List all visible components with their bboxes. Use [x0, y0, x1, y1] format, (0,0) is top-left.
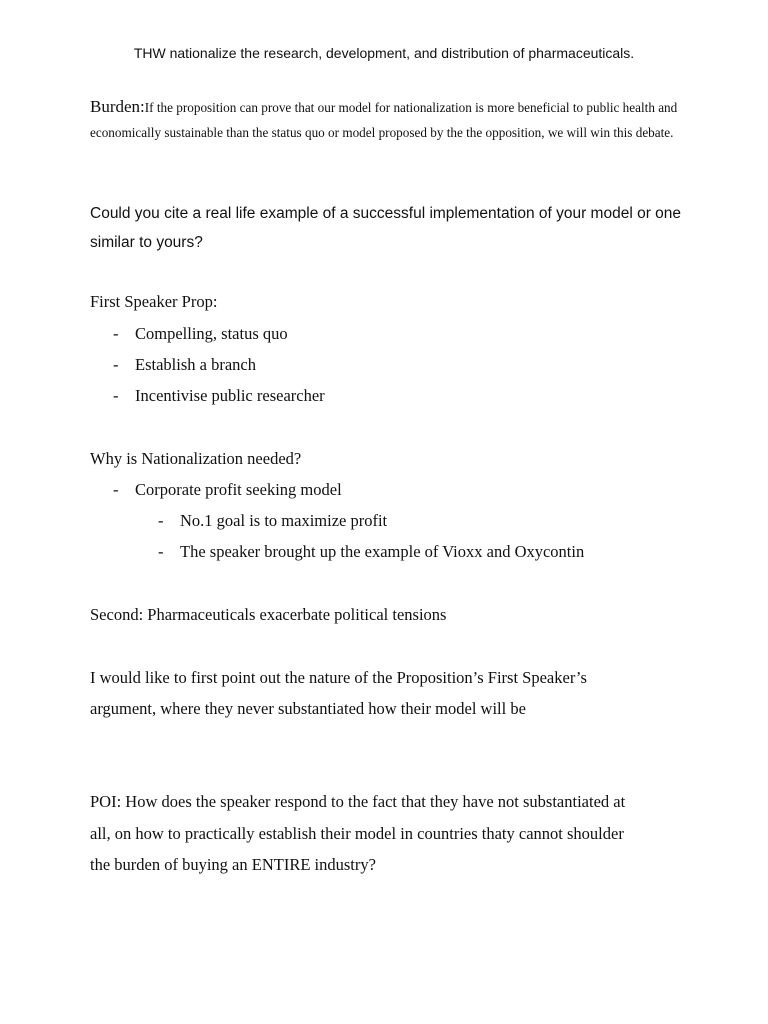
- nationalization-heading: Why is Nationalization needed?: [90, 449, 302, 468]
- list-item-text: Establish a branch: [135, 355, 256, 374]
- question-paragraph: Could you cite a real life example of a successful implementation of your model or one similar to yours?: [90, 205, 682, 251]
- bullet-dash: -: [113, 386, 119, 405]
- list-item-text: Corporate profit seeking model: [135, 480, 342, 499]
- poi-line: all, on how to practically establish their model in countries thaty cannot shoulder: [90, 824, 624, 843]
- bullet-dash: -: [158, 542, 164, 561]
- burden-label: Burden:: [90, 97, 145, 116]
- rebuttal-line: argument, where they never substantiated how their model will be: [90, 699, 526, 718]
- rebuttal-line: I would like to first point out the nature of the Proposition’s First Speaker’s: [90, 668, 587, 687]
- second-point: Second: Pharmaceuticals exacerbate political tensions: [90, 605, 447, 624]
- poi-line: the burden of buying an ENTIRE industry?: [90, 855, 376, 874]
- list-item-text: Incentivise public researcher: [135, 386, 325, 405]
- bullet-dash: -: [113, 355, 119, 374]
- bullet-dash: -: [158, 511, 164, 530]
- poi-line: POI: How does the speaker respond to the fact that they have not substantiated at: [90, 792, 626, 811]
- sub-list-item-text: The speaker brought up the example of Vioxx and Oxycontin: [180, 542, 585, 561]
- burden-paragraph: [90, 94, 690, 145]
- bullet-dash: -: [113, 324, 119, 343]
- list-item-text: Compelling, status quo: [135, 324, 288, 343]
- document-title: THW nationalize the research, development, and distribution of pharmaceuticals.: [133, 45, 635, 61]
- sub-list-item-text: No.1 goal is to maximize profit: [180, 511, 388, 530]
- first-speaker-heading: First Speaker Prop:: [90, 292, 218, 311]
- burden-text: If the proposition can prove that our model for nationalization is more beneficial to public health and economically sustainable than the status quo or model proposed by the the opposition, we will win this debate.: [90, 100, 678, 140]
- bullet-dash: -: [113, 480, 119, 499]
